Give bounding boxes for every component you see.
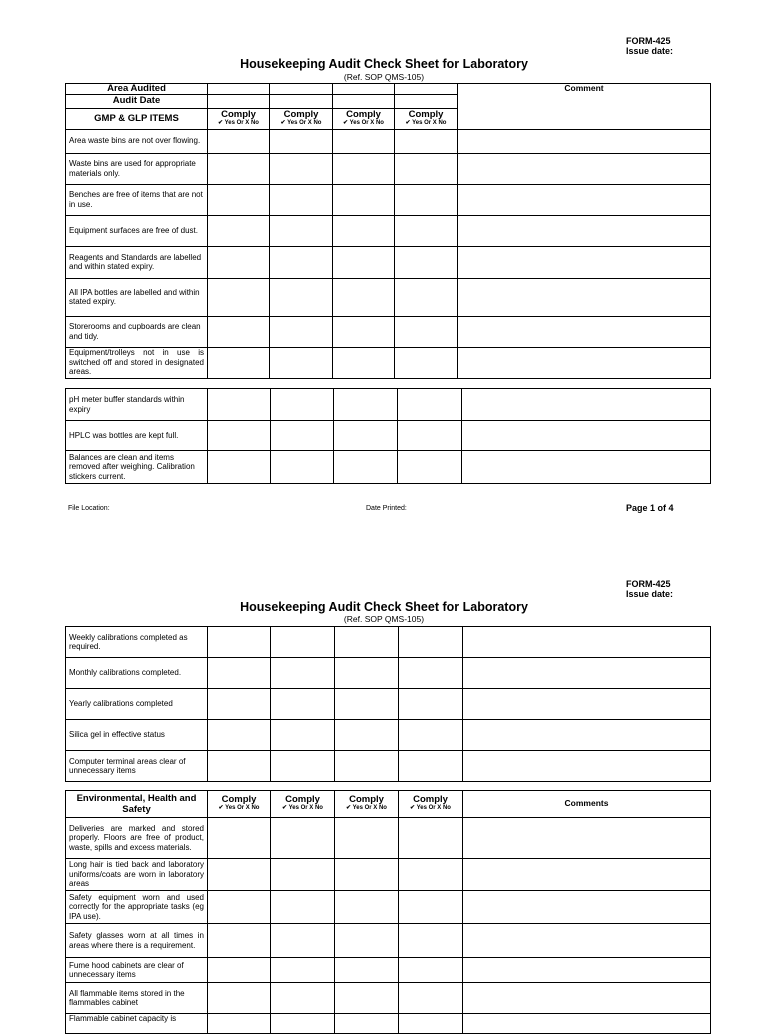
comments-header: Comments xyxy=(463,791,711,818)
comply-cell[interactable] xyxy=(208,983,271,1014)
comment-cell[interactable] xyxy=(463,859,711,891)
comply-header: Comply ✔ Yes Or X No xyxy=(333,108,395,129)
comply-cell[interactable] xyxy=(208,215,270,246)
comment-cell[interactable] xyxy=(458,316,711,347)
item-label: All IPA bottles are labelled and within stated expiry. xyxy=(66,278,208,316)
comment-cell[interactable] xyxy=(462,389,711,421)
item-label: Silica gel in effective status xyxy=(66,720,208,751)
table-row xyxy=(66,153,711,184)
comment-cell[interactable] xyxy=(462,451,711,484)
comply-cell[interactable] xyxy=(208,278,270,316)
table-row xyxy=(66,818,711,859)
comply-cell[interactable] xyxy=(271,627,335,658)
item-label: Weekly calibrations completed as required. xyxy=(66,627,208,658)
item-label: Balances are clean and items removed after weighing. Calibration stickers current. xyxy=(66,451,208,484)
comply-cell[interactable] xyxy=(208,316,270,347)
comply-cell[interactable] xyxy=(208,627,271,658)
comply-cell[interactable] xyxy=(335,720,399,751)
area-audited-cell[interactable] xyxy=(270,84,333,95)
comply-cell[interactable] xyxy=(208,751,271,782)
comply-cell[interactable] xyxy=(398,389,462,421)
comply-cell[interactable] xyxy=(208,347,270,378)
comply-header: Comply ✔ Yes Or X No xyxy=(399,791,463,818)
comply-cell[interactable] xyxy=(270,278,333,316)
comply-cell[interactable] xyxy=(335,658,399,689)
comply-cell[interactable] xyxy=(399,818,463,859)
comply-cell[interactable] xyxy=(335,891,399,924)
table-row xyxy=(66,451,711,484)
comply-cell[interactable] xyxy=(208,720,271,751)
comment-cell[interactable] xyxy=(463,891,711,924)
comply-cell[interactable] xyxy=(271,421,334,451)
comply-cell[interactable] xyxy=(335,818,399,859)
audit-date-cell[interactable] xyxy=(395,94,458,108)
item-label: Fume hood cabinets are clear of unnecessary items xyxy=(66,958,208,983)
comply-cell[interactable] xyxy=(208,246,270,278)
comply-cell[interactable] xyxy=(333,278,395,316)
table-row xyxy=(66,983,711,1014)
comply-cell[interactable] xyxy=(333,129,395,153)
comment-cell[interactable] xyxy=(458,278,711,316)
comply-cell[interactable] xyxy=(335,983,399,1014)
table-row xyxy=(66,658,711,689)
comply-cell[interactable] xyxy=(271,389,334,421)
comply-cell[interactable] xyxy=(208,451,271,484)
comply-cell[interactable] xyxy=(395,153,458,184)
comply-cell[interactable] xyxy=(271,818,335,859)
table-row xyxy=(66,215,711,246)
table-row xyxy=(66,129,711,153)
table-row xyxy=(66,389,711,421)
comply-cell[interactable] xyxy=(399,658,463,689)
area-audited-cell[interactable] xyxy=(395,84,458,95)
area-audited-row xyxy=(66,84,711,95)
comment-cell[interactable] xyxy=(463,958,711,983)
comply-cell[interactable] xyxy=(271,983,335,1014)
comply-cell[interactable] xyxy=(271,859,335,891)
comply-cell[interactable] xyxy=(395,215,458,246)
ehs-header-row xyxy=(66,791,711,818)
comply-cell[interactable] xyxy=(271,720,335,751)
comply-cell[interactable] xyxy=(335,751,399,782)
item-label: Waste bins are used for appropriate materials only. xyxy=(66,153,208,184)
item-label: Equipment/trolleys not in use is switched off and stored in designated areas. xyxy=(66,347,208,378)
comply-cell[interactable] xyxy=(399,627,463,658)
table-row xyxy=(66,278,711,316)
sop-reference: (Ref. SOP QMS-105) xyxy=(343,72,425,82)
comply-cell[interactable] xyxy=(335,924,399,958)
comply-cell[interactable] xyxy=(271,451,334,484)
form-number: FORM-425 xyxy=(626,579,671,589)
file-location: File Location: xyxy=(68,505,110,512)
comply-cell[interactable] xyxy=(334,389,398,421)
item-label: Safety glasses worn at all times in areas where there is a requirement. xyxy=(66,924,208,958)
comply-cell[interactable] xyxy=(395,129,458,153)
comment-cell[interactable] xyxy=(458,153,711,184)
audit-date-label: Audit Date xyxy=(66,94,208,108)
comply-cell[interactable] xyxy=(399,958,463,983)
comply-cell[interactable] xyxy=(208,891,271,924)
comply-cell[interactable] xyxy=(271,891,335,924)
comply-cell[interactable] xyxy=(333,347,395,378)
comply-cell[interactable] xyxy=(399,859,463,891)
item-label: Reagents and Standards are labelled and within stated expiry. xyxy=(66,246,208,278)
comply-cell[interactable] xyxy=(399,689,463,720)
comply-cell[interactable] xyxy=(395,316,458,347)
comment-cell[interactable] xyxy=(458,215,711,246)
comply-cell[interactable] xyxy=(333,153,395,184)
comply-cell[interactable] xyxy=(399,751,463,782)
comply-cell[interactable] xyxy=(335,627,399,658)
comply-header: Comply ✔ Yes Or X No xyxy=(208,108,270,129)
comply-cell[interactable] xyxy=(335,859,399,891)
table-row xyxy=(66,421,711,451)
comply-cell[interactable] xyxy=(395,278,458,316)
comply-cell[interactable] xyxy=(208,184,270,215)
gmp-audit-table xyxy=(65,83,711,379)
comply-cell[interactable] xyxy=(208,924,271,958)
table-row xyxy=(66,689,711,720)
page-title: Housekeeping Audit Check Sheet for Laboratory xyxy=(240,600,528,614)
comply-cell[interactable] xyxy=(208,153,270,184)
comply-cell[interactable] xyxy=(271,689,335,720)
comply-cell[interactable] xyxy=(335,958,399,983)
table-row xyxy=(66,316,711,347)
comply-cell[interactable] xyxy=(208,421,271,451)
ehs-heading: Environmental, Health and Safety xyxy=(66,791,208,818)
comment-cell[interactable] xyxy=(463,751,711,782)
comply-cell[interactable] xyxy=(399,924,463,958)
item-label: HPLC was bottles are kept full. xyxy=(66,421,208,451)
table-row xyxy=(66,891,711,924)
table-row xyxy=(66,958,711,983)
ehs-audit-table xyxy=(65,790,711,1034)
audit-date-cell[interactable] xyxy=(333,94,395,108)
comply-cell[interactable] xyxy=(270,347,333,378)
area-audited-label: Area Audited xyxy=(66,84,208,95)
comply-header: Comply ✔ Yes Or X No xyxy=(270,108,333,129)
table-row xyxy=(66,347,711,378)
comply-cell[interactable] xyxy=(395,347,458,378)
area-audited-cell[interactable] xyxy=(333,84,395,95)
comply-cell[interactable] xyxy=(399,891,463,924)
comply-cell[interactable] xyxy=(334,421,398,451)
date-printed: Date Printed: xyxy=(366,505,407,512)
comply-header: Comply ✔ Yes Or X No xyxy=(335,791,399,818)
comment-cell[interactable] xyxy=(463,658,711,689)
comply-cell[interactable] xyxy=(208,389,271,421)
item-label: Area waste bins are not over flowing. xyxy=(66,129,208,153)
comply-header: Comply ✔ Yes Or X No xyxy=(208,791,271,818)
audit-date-cell[interactable] xyxy=(270,94,333,108)
audit-date-cell[interactable] xyxy=(208,94,270,108)
comply-cell[interactable] xyxy=(399,720,463,751)
comply-cell[interactable] xyxy=(398,451,462,484)
table-row xyxy=(66,924,711,958)
comply-cell[interactable] xyxy=(271,958,335,983)
comply-cell[interactable] xyxy=(270,184,333,215)
comply-cell[interactable] xyxy=(208,689,271,720)
comment-cell[interactable] xyxy=(463,983,711,1014)
item-label: Deliveries are marked and stored properly. Floors are free of product, waste, spills and excess materials. xyxy=(66,818,208,859)
item-label: Benches are free of items that are not in use. xyxy=(66,184,208,215)
comply-cell[interactable] xyxy=(270,153,333,184)
area-audited-cell[interactable] xyxy=(208,84,270,95)
comment-cell[interactable] xyxy=(458,246,711,278)
page-number: Page 1 of 4 xyxy=(626,503,674,513)
comply-cell[interactable] xyxy=(208,958,271,983)
comply-cell[interactable] xyxy=(399,983,463,1014)
table-row xyxy=(66,720,711,751)
instrument-audit-table xyxy=(65,388,711,484)
item-label: Yearly calibrations completed xyxy=(66,689,208,720)
comply-cell[interactable] xyxy=(395,184,458,215)
comment-cell[interactable] xyxy=(463,818,711,859)
comply-cell[interactable] xyxy=(208,859,271,891)
comply-cell[interactable] xyxy=(333,184,395,215)
comply-cell[interactable] xyxy=(398,421,462,451)
comment-header: Comment xyxy=(458,84,711,130)
form-number: FORM-425 xyxy=(626,36,671,46)
comply-cell[interactable] xyxy=(335,689,399,720)
comment-cell[interactable] xyxy=(463,924,711,958)
comply-cell[interactable] xyxy=(208,818,271,859)
comply-cell[interactable] xyxy=(270,316,333,347)
comment-cell[interactable] xyxy=(463,627,711,658)
table-row xyxy=(66,246,711,278)
comply-cell[interactable] xyxy=(271,658,335,689)
comment-cell[interactable] xyxy=(458,129,711,153)
item-label: Equipment surfaces are free of dust. xyxy=(66,215,208,246)
item-label: Safety equipment worn and used correctly for the appropriate tasks (eg IPA use). xyxy=(66,891,208,924)
page-title: Housekeeping Audit Check Sheet for Laboratory xyxy=(240,57,528,71)
comply-cell[interactable] xyxy=(271,751,335,782)
comply-cell[interactable] xyxy=(208,658,271,689)
comply-cell[interactable] xyxy=(333,316,395,347)
comply-cell[interactable] xyxy=(271,924,335,958)
item-label: All flammable items stored in the flammables cabinet xyxy=(66,983,208,1014)
comment-cell[interactable] xyxy=(458,184,711,215)
comment-cell[interactable] xyxy=(458,347,711,378)
comply-cell[interactable] xyxy=(270,215,333,246)
sop-reference: (Ref. SOP QMS-105) xyxy=(343,614,425,624)
comply-cell[interactable] xyxy=(270,129,333,153)
comply-cell[interactable] xyxy=(395,246,458,278)
comply-header: Comply ✔ Yes Or X No xyxy=(271,791,335,818)
comply-cell[interactable] xyxy=(334,451,398,484)
table-row xyxy=(66,751,711,782)
item-label: Monthly calibrations completed. xyxy=(66,658,208,689)
comment-cell[interactable] xyxy=(463,689,711,720)
gmp-items-header: GMP & GLP ITEMS xyxy=(66,108,208,129)
calibration-audit-table xyxy=(65,626,711,782)
table-row xyxy=(66,859,711,891)
table-row xyxy=(66,627,711,658)
comply-cell[interactable] xyxy=(333,215,395,246)
table-row xyxy=(66,184,711,215)
item-label: Long hair is tied back and laboratory uniforms/coats are worn in laboratory areas xyxy=(66,859,208,891)
item-label: Flammable cabinet capacity is xyxy=(66,1014,208,1034)
item-label: Storerooms and cupboards are clean and tidy. xyxy=(66,316,208,347)
item-label: Computer terminal areas clear of unnecessary items xyxy=(66,751,208,782)
comply-cell[interactable] xyxy=(333,246,395,278)
comply-cell[interactable] xyxy=(270,246,333,278)
comply-header: Comply ✔ Yes Or X No xyxy=(395,108,458,129)
issue-date: Issue date: xyxy=(626,46,674,56)
comment-cell[interactable] xyxy=(463,720,711,751)
issue-date: Issue date: xyxy=(626,589,674,599)
item-label: pH meter buffer standards within expiry xyxy=(66,389,208,421)
comply-cell[interactable] xyxy=(208,129,270,153)
comment-cell[interactable] xyxy=(462,421,711,451)
